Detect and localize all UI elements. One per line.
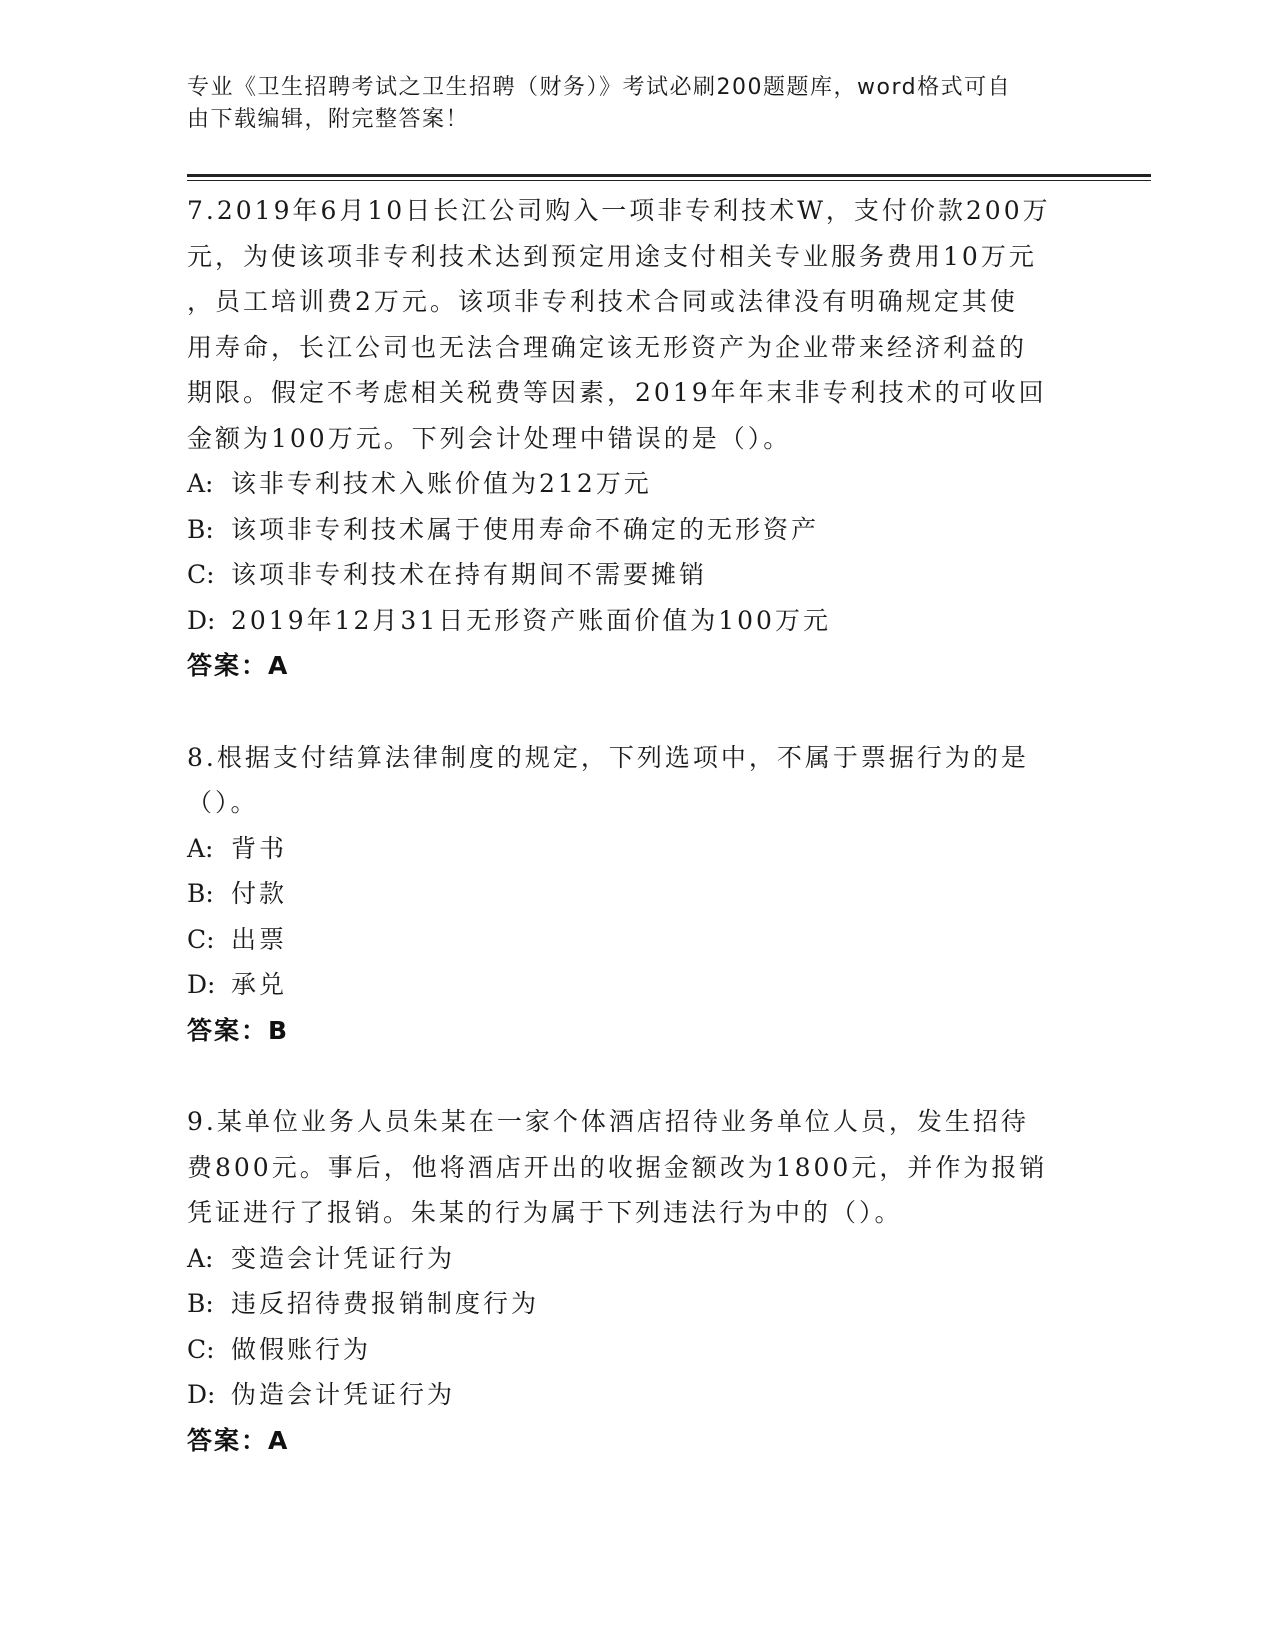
option-text: 该项非专利技术属于使用寿命不确定的无形资产 xyxy=(231,514,820,544)
document-header xyxy=(187,72,1067,136)
option-d xyxy=(187,1372,1087,1418)
question-list xyxy=(187,188,1087,1509)
option-text: 该项非专利技术在持有期间不需要摊销 xyxy=(231,560,708,589)
option-letter: C: xyxy=(187,924,215,954)
option-d xyxy=(187,962,1087,1008)
stem-line: 9.某单位业务人员朱某在一家个体酒店招待业务单位人员，发生招待 xyxy=(187,1107,1029,1136)
header-divider-thick xyxy=(187,174,1151,177)
stem-line: 7.2019年6月10日长江公司购入一项非专利技术W，支付价款200万 xyxy=(187,196,1051,225)
header-divider-thin xyxy=(187,180,1151,181)
question-stem xyxy=(187,735,1087,826)
option-text: 伪造会计凭证行为 xyxy=(231,1380,456,1409)
option-c xyxy=(187,552,1087,598)
option-list xyxy=(187,461,1087,643)
option-text: 出票 xyxy=(231,924,288,954)
option-letter: D: xyxy=(187,970,216,999)
option-a xyxy=(187,1236,1087,1282)
stem-line: 用寿命，长江公司也无法合理确定该无形资产为企业带来经济利益的 xyxy=(187,332,1028,362)
stem-line: 8.根据支付结算法律制度的规定，下列选项中，不属于票据行为的是 xyxy=(187,742,1029,772)
option-a xyxy=(187,826,1087,872)
question-stem xyxy=(187,188,1087,461)
stem-line: 费800元。事后，他将酒店开出的收据金额改为1800元，并作为报销 xyxy=(187,1152,1048,1182)
option-letter: A: xyxy=(187,833,214,863)
option-c xyxy=(187,1327,1087,1373)
question-9 xyxy=(187,1099,1087,1463)
stem-line: 凭证进行了报销。朱某的行为属于下列违法行为中的（）。 xyxy=(187,1198,903,1227)
option-text: 付款 xyxy=(231,879,288,908)
option-letter: D: xyxy=(187,605,216,635)
option-text: 做假账行为 xyxy=(231,1334,372,1364)
option-text: 该非专利技术入账价值为212万元 xyxy=(231,469,652,498)
option-text: 变造会计凭证行为 xyxy=(231,1243,456,1273)
option-text: 承兑 xyxy=(231,970,288,999)
question-8 xyxy=(187,735,1087,1054)
option-text: 背书 xyxy=(231,833,288,863)
option-list xyxy=(187,1236,1087,1418)
stem-line: （）。 xyxy=(187,788,259,817)
question-stem xyxy=(187,1099,1087,1236)
option-letter: B: xyxy=(187,1289,214,1318)
header-line-2: 由下载编辑，附完整答案！ xyxy=(187,107,470,132)
question-7 xyxy=(187,188,1087,689)
option-letter: B: xyxy=(187,879,214,908)
option-text: 违反招待费报销制度行为 xyxy=(231,1289,540,1318)
option-c xyxy=(187,917,1087,963)
answer-line: 答案：B xyxy=(187,1015,290,1045)
answer-line: 答案：A xyxy=(187,1425,290,1455)
stem-line: 期限。假定不考虑相关税费等因素，2019年年末非专利技术的可收回 xyxy=(187,378,1047,407)
option-d xyxy=(187,598,1087,644)
answer-line: 答案：A xyxy=(187,651,290,680)
option-text: 2019年12月31日无形资产账面价值为100万元 xyxy=(231,605,831,635)
stem-line: ，员工培训费2万元。该项非专利技术合同或法律没有明确规定其使 xyxy=(187,287,1018,316)
option-b xyxy=(187,1281,1087,1327)
option-letter: C: xyxy=(187,560,215,589)
option-list xyxy=(187,826,1087,1008)
header-line-1: 专业《卫生招聘考试之卫生招聘（财务）》考试必刷200题题库，word格式可自 xyxy=(187,75,1012,100)
option-a xyxy=(187,461,1087,507)
option-letter: A: xyxy=(187,469,214,498)
option-letter: A: xyxy=(187,1243,214,1273)
stem-line: 金额为100万元。下列会计处理中错误的是（）。 xyxy=(187,423,792,453)
option-b xyxy=(187,871,1087,917)
option-letter: C: xyxy=(187,1334,215,1364)
option-letter: D: xyxy=(187,1380,216,1409)
option-letter: B: xyxy=(187,514,214,544)
stem-line: 元，为使该项非专利技术达到预定用途支付相关专业服务费用10万元 xyxy=(187,241,1037,271)
option-b xyxy=(187,507,1087,553)
